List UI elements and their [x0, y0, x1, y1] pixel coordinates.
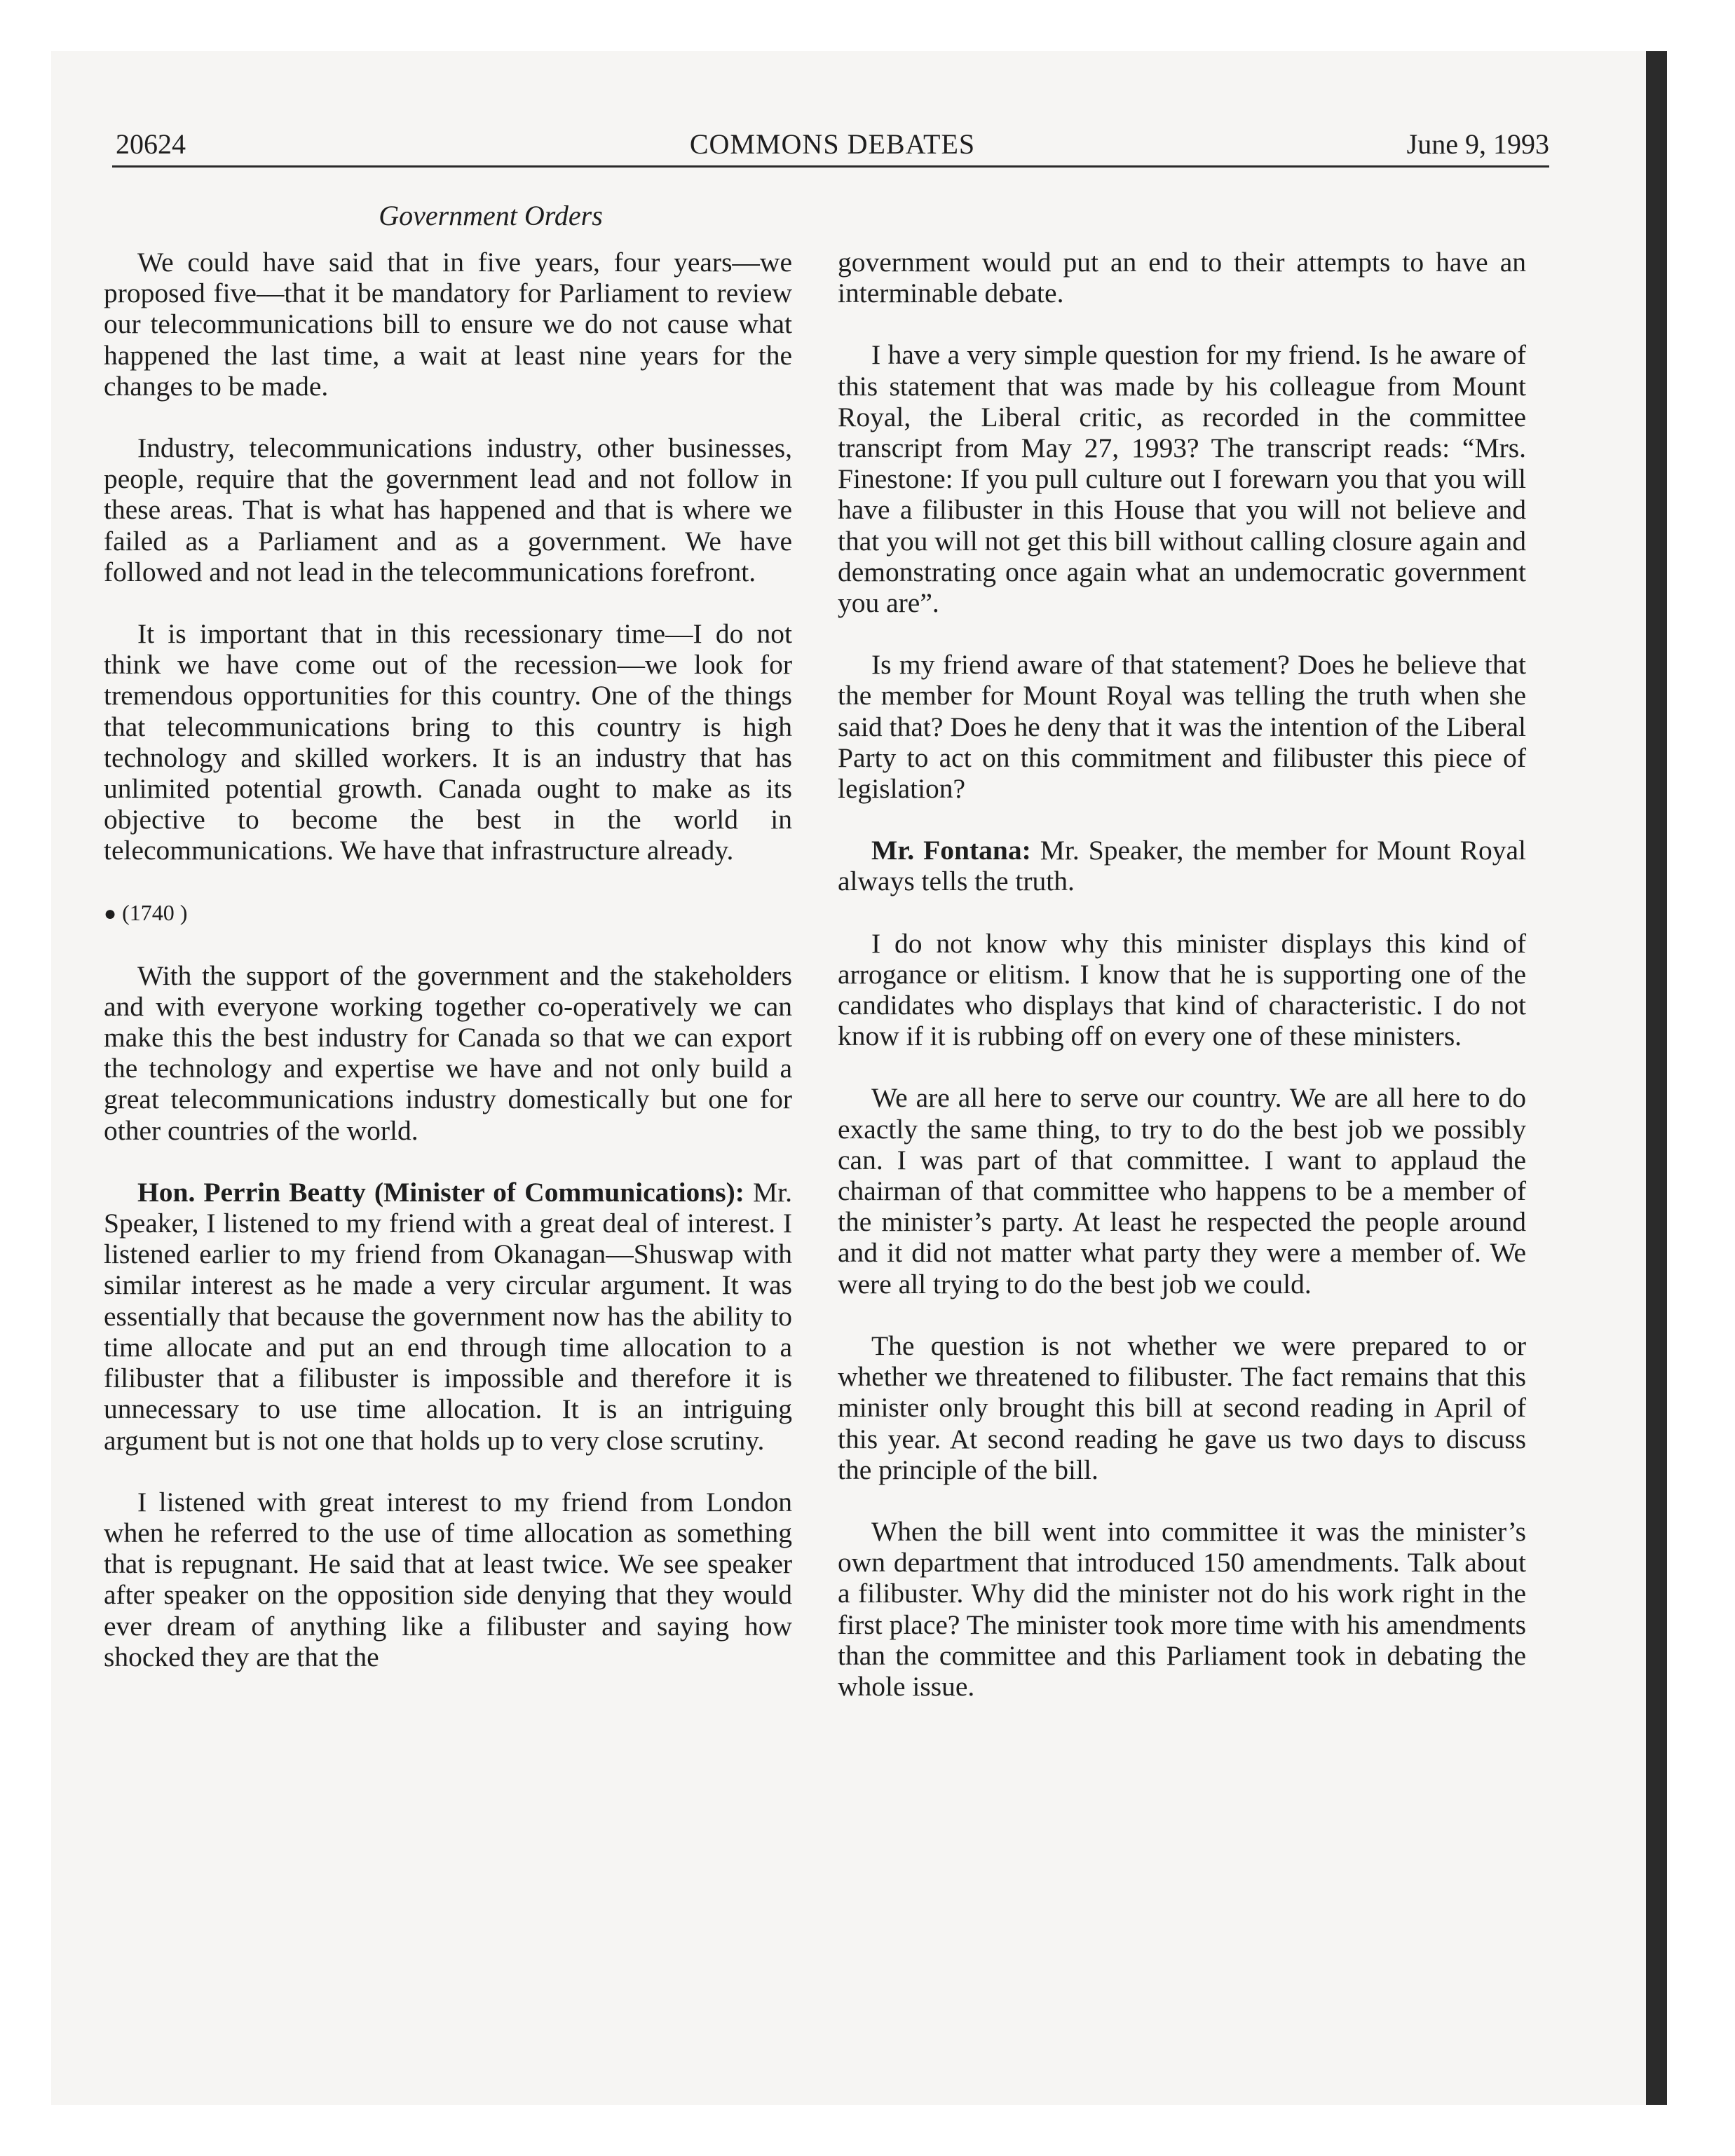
page-date: June 9, 1993	[1406, 128, 1549, 160]
paragraph: Industry, telecommunications industry, other businesses, people, require that the government lead and not follow in these areas. That is what has happened and that is where we failed as a Parliament and as a government. We have followed and not lead in the telecommunications forefront.	[104, 432, 792, 587]
paragraph: With the support of the government and the stakeholders and with everyone working together co-operatively we can make this the best industry for Canada so that we can export the technology and expertise we have and not only build a great telecommunications industry domestically but one for other countries of the world.	[104, 960, 792, 1146]
right-column	[838, 247, 1526, 1733]
paragraph: We could have said that in five years, four years—we proposed five—that it be mandatory for Parliament to review our telecommunications bill to ensure we do not cause what happened the last time, a wait at least nine years for the changes to be made.	[104, 247, 792, 402]
paragraph: We are all here to serve our country. We are all here to do exactly the same thing, to try to do the best job we possibly can. I was part of that committee. I want to applaud the chairman of that committee who happens to be a member of the minister’s party. At least he respected the people around and it did not matter what party they were a member of. We were all trying to do the best job we could.	[838, 1082, 1526, 1299]
paragraph: I listened with great interest to my friend from London when he referred to the use of time allocation as something that is repugnant. He said that at least twice. We see speaker after speaker on the opposition side denying that they would ever dream of anything like a filibuster and saying how shocked they are that the	[104, 1486, 792, 1672]
paragraph: Is my friend aware of that statement? Does he believe that the member for Mount Royal was telling the truth when she said that? Does he deny that it was the intention of the Liberal Party to act on this commitment and filibuster this piece of legislation?	[838, 649, 1526, 805]
paragraph: It is important that in this recessionary time—I do not think we have come out of the recession—we look for tremendous opportunities for this country. One of the things that telecommunications bring to this country is high technology and skilled workers. It is an industry that has unlimited potential growth. Canada ought to make as its objective to become the best in the world in telecommunications. We have that infrastructure already.	[104, 618, 792, 866]
page-number: 20624	[116, 128, 186, 160]
publication-title: COMMONS DEBATES	[689, 128, 976, 160]
paragraph: When the bill went into committee it was the minister’s own department that introduced 150 amendments. Talk about a filibuster. Why did the minister not do his work right in the first place? The minister took more time with his amendments than the committee and this Parliament took in debating the whole issue.	[838, 1515, 1526, 1702]
paragraph: I do not know why this minister displays this kind of arrogance or elitism. I know that he is supporting one of the candidates who displays that kind of characteristic. I do not know if it is rubbing off on every one of these ministers.	[838, 927, 1526, 1052]
speaker-name: Mr. Fontana:	[871, 835, 1031, 866]
header-rule	[112, 165, 1549, 168]
speech-paragraph	[838, 835, 1526, 896]
paragraph: government would put an end to their attempts to have an interminable debate.	[838, 247, 1526, 309]
section-title: Government Orders	[379, 200, 603, 231]
speaker-name: Hon. Perrin Beatty (Minister of Communications):	[137, 1176, 744, 1208]
scan-edge-shadow	[1646, 51, 1667, 2105]
time-stamp: (1740 )	[122, 899, 188, 925]
speech-text: Mr. Speaker, I listened to my friend with a great deal of interest. I listened earlier to my friend from Okanagan—Shuswap with similar interest as he made a very circular argument. It was essentially that because the government now has the ability to time allocate and put an end through time allocation to a filibuster that a filibuster is impossible and therefore it is unnecessary to use time allocation. It is an intriguing argument but is not one that holds up to very close scrutiny.	[104, 1176, 792, 1456]
paragraph: I have a very simple question for my friend. Is he aware of this statement that was made by his colleague from Mount Royal, the Liberal critic, as recorded in the committee transcript from May 27, 1993? The transcript reads: “Mrs. Finestone: If you pull culture out I forewarn you that you will have a filibuster in this House that you will not believe and that you will not get this bill without calling closure again and demonstrating once again what an undemocratic government you are”.	[838, 339, 1526, 619]
paragraph: The question is not whether we were prepared to or whether we threatened to filibuster. The fact remains that this minister only brought this bill at second reading in April of this year. At second reading he gave us two days to discuss the principle of the bill.	[838, 1330, 1526, 1485]
speech-paragraph	[104, 1177, 792, 1456]
time-marker	[104, 897, 792, 929]
bullet-icon: ●	[104, 901, 117, 925]
speech-text: Mr. Speaker, the member for Mount Royal always tells the truth.	[838, 835, 1526, 897]
page-header	[116, 125, 1549, 164]
left-column	[104, 247, 792, 1703]
